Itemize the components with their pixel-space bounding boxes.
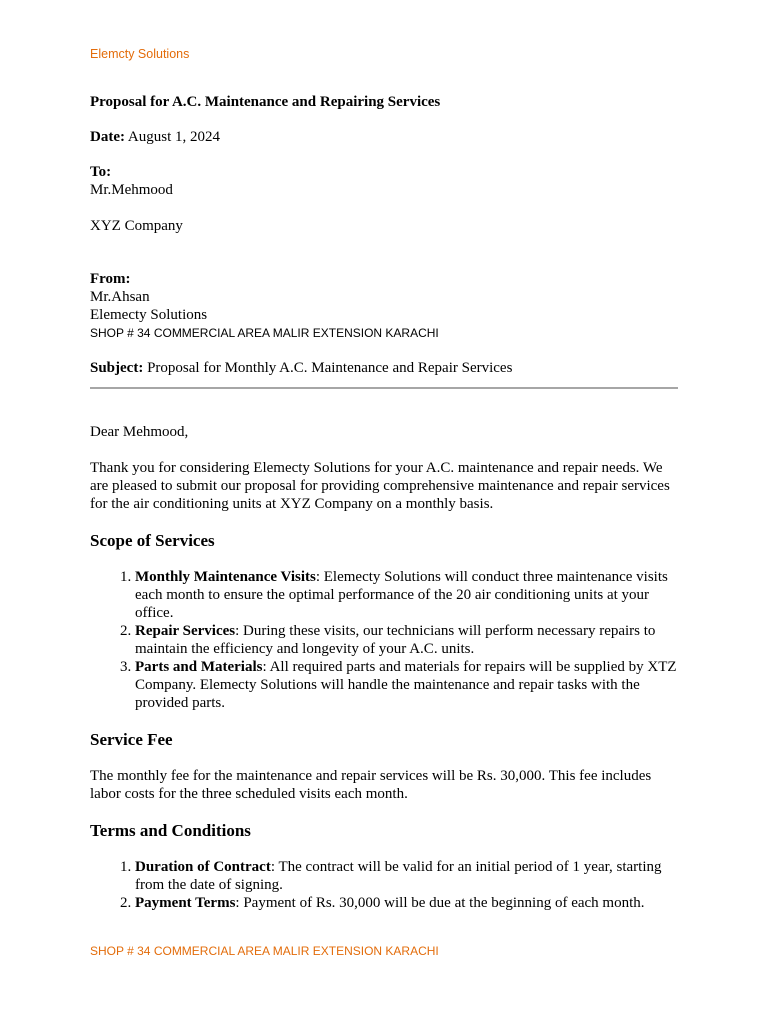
date-value: August 1, 2024 [124,129,220,145]
fee-paragraph: The monthly fee for the maintenance and repair services will be Rs. 30,000. This fee includes labor costs for the three scheduled visits each month. [90,768,652,802]
proposal-title: Proposal for A.C. Maintenance and Repairing Services [90,94,441,110]
divider [90,387,678,389]
letter-body [90,93,678,930]
footer-address: SHOP # 34 COMMERCIAL AREA MALIR EXTENSION KARACHI [90,944,439,958]
list-item-term: Duration of Contract [135,859,271,875]
from-company: Elemecty Solutions [90,307,208,323]
to-name: Mr.Mehmood [90,182,173,198]
list-item-term: Monthly Maintenance Visits [135,569,316,585]
date-label: Date: [90,129,125,145]
scope-heading: Scope of Services [90,531,215,550]
list-item-text: : Elemecty Solutions will conduct three maintenance visits each month to ensure the optimal performance of the 20 air conditioning units at your office. [135,569,668,621]
scope-list [90,568,678,712]
from-address: SHOP # 34 COMMERCIAL AREA MALIR EXTENSION KARACHI [90,326,439,340]
list-item [135,658,678,712]
list-item-text: : All required parts and materials for repairs will be supplied by XTZ Company. Elemecty Solutions will handle the maintenance and repair tasks with the provided parts. [135,659,677,711]
fee-heading: Service Fee [90,730,173,749]
list-item-term: Parts and Materials [135,659,263,675]
list-item-term: Payment Terms [135,895,236,911]
document-page [90,0,678,1024]
list-item [135,858,678,894]
list-item [135,568,678,622]
header-brand: Elemcty Solutions [90,47,190,61]
list-item-text: : During these visits, our technicians will perform necessary repairs to maintain the efficiency and longevity of your A.C. units. [135,623,656,657]
date-line [90,128,678,146]
list-item-term: Repair Services [135,623,236,639]
subject-label: Subject: [90,360,144,376]
list-item [135,894,678,912]
subject-line [90,359,678,377]
intro-paragraph: Thank you for considering Elemecty Solutions for your A.C. maintenance and repair needs. We are pleased to submit our proposal for providing comprehensive maintenance and repair services for the air conditioning units at XYZ Company on a monthly basis. [90,460,670,512]
subject-value: Proposal for Monthly A.C. Maintenance and Repair Services [143,360,513,376]
list-item [135,622,678,658]
from-name: Mr.Ahsan [90,289,150,305]
from-label: From: [90,271,131,287]
salutation: Dear Mehmood, [90,424,189,440]
terms-list [90,858,678,912]
list-item-text: : Payment of Rs. 30,000 will be due at the beginning of each month. [235,895,645,911]
terms-heading: Terms and Conditions [90,821,251,840]
to-company: XYZ Company [90,218,183,234]
list-item-text: : The contract will be valid for an initial period of 1 year, starting from the date of signing. [135,859,662,893]
to-label: To: [90,164,112,180]
